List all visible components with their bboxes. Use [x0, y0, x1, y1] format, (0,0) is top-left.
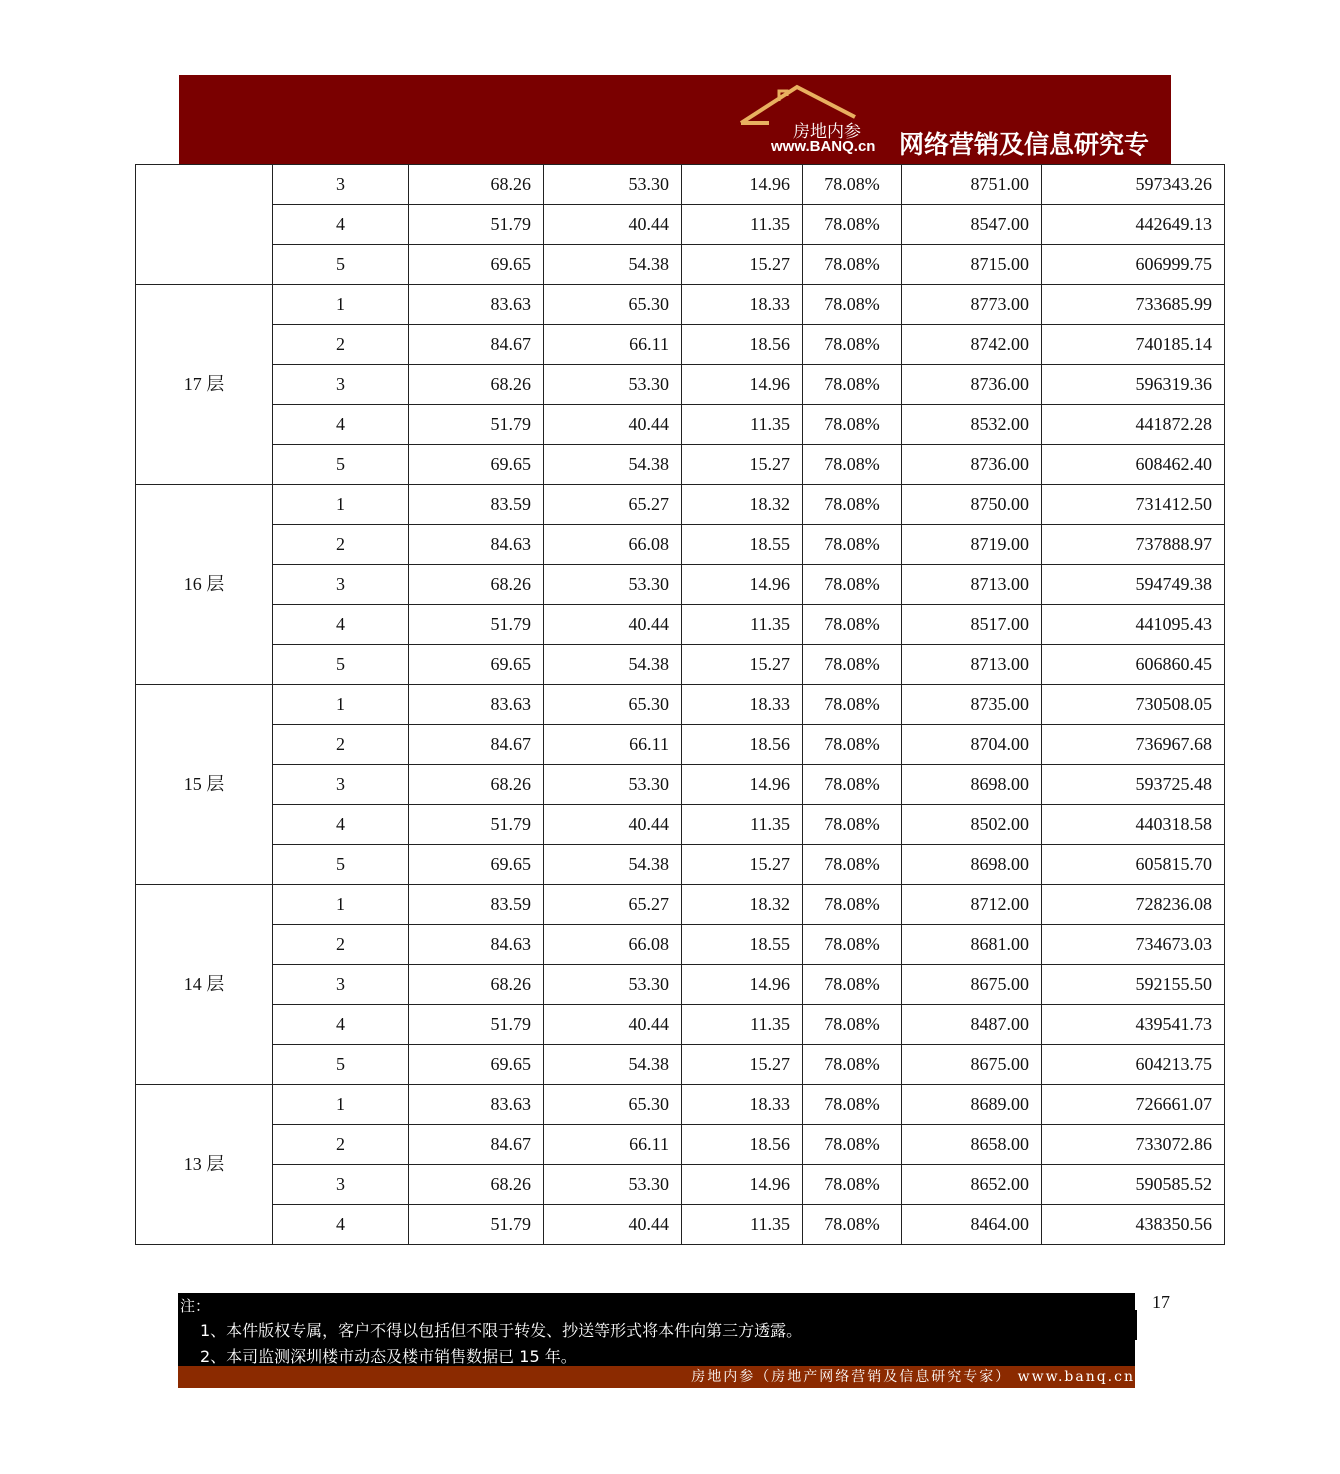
table-row [136, 1085, 1225, 1125]
table-cell: 2 [273, 525, 409, 565]
table-cell: 1 [273, 285, 409, 325]
table-cell: 730508.05 [1042, 685, 1225, 725]
table-cell: 1 [273, 485, 409, 525]
table-cell: 11.35 [682, 205, 803, 245]
table-cell: 69.65 [409, 245, 544, 285]
table-cell: 8698.00 [902, 765, 1042, 805]
table-cell: 18.56 [682, 1125, 803, 1165]
table-cell: 18.56 [682, 725, 803, 765]
table-cell: 1 [273, 885, 409, 925]
table-cell: 14.96 [682, 165, 803, 205]
price-table-body [136, 165, 1225, 1245]
table-cell: 78.08% [803, 565, 902, 605]
table-cell: 14.96 [682, 565, 803, 605]
table-cell: 2 [273, 1125, 409, 1165]
table-cell: 54.38 [544, 245, 682, 285]
table-cell: 65.27 [544, 885, 682, 925]
table-cell: 40.44 [544, 205, 682, 245]
table-row [136, 445, 1225, 485]
table-row [136, 1125, 1225, 1165]
table-cell: 8547.00 [902, 205, 1042, 245]
table-cell: 2 [273, 925, 409, 965]
table-cell: 68.26 [409, 765, 544, 805]
table-cell: 14.96 [682, 765, 803, 805]
table-row [136, 605, 1225, 645]
table-cell: 733072.86 [1042, 1125, 1225, 1165]
table-cell: 740185.14 [1042, 325, 1225, 365]
table-cell: 78.08% [803, 445, 902, 485]
table-cell: 4 [273, 405, 409, 445]
table-cell: 11.35 [682, 805, 803, 845]
table-cell: 68.26 [409, 1165, 544, 1205]
table-cell: 78.08% [803, 885, 902, 925]
table-cell: 3 [273, 765, 409, 805]
floor-cell [136, 165, 273, 285]
table-row [136, 485, 1225, 525]
table-cell: 5 [273, 1045, 409, 1085]
table-cell: 83.59 [409, 485, 544, 525]
table-cell: 78.08% [803, 245, 902, 285]
table-cell: 8713.00 [902, 645, 1042, 685]
table-cell: 68.26 [409, 165, 544, 205]
table-cell: 4 [273, 1005, 409, 1045]
table-cell: 40.44 [544, 405, 682, 445]
price-table [135, 164, 1225, 1245]
table-cell: 18.56 [682, 325, 803, 365]
table-cell: 15.27 [682, 445, 803, 485]
table-cell: 8689.00 [902, 1085, 1042, 1125]
table-cell: 733685.99 [1042, 285, 1225, 325]
table-cell: 40.44 [544, 805, 682, 845]
table-cell: 438350.56 [1042, 1205, 1225, 1245]
table-cell: 726661.07 [1042, 1085, 1225, 1125]
table-cell: 441095.43 [1042, 605, 1225, 645]
table-cell: 3 [273, 365, 409, 405]
table-cell: 597343.26 [1042, 165, 1225, 205]
table-cell: 18.32 [682, 485, 803, 525]
table-cell: 83.59 [409, 885, 544, 925]
table-cell: 18.55 [682, 925, 803, 965]
table-cell: 5 [273, 445, 409, 485]
table-cell: 66.11 [544, 1125, 682, 1165]
table-cell: 84.67 [409, 325, 544, 365]
table-cell: 439541.73 [1042, 1005, 1225, 1045]
table-cell: 4 [273, 805, 409, 845]
table-cell: 84.67 [409, 725, 544, 765]
logo-slogan: 网络营销及信息研究专家 [899, 130, 1150, 195]
table-cell: 78.08% [803, 1005, 902, 1045]
table-cell: 51.79 [409, 405, 544, 445]
table-cell: 14.96 [682, 365, 803, 405]
table-cell: 40.44 [544, 1005, 682, 1045]
table-cell: 8773.00 [902, 285, 1042, 325]
table-cell: 53.30 [544, 1165, 682, 1205]
table-cell: 18.33 [682, 1085, 803, 1125]
table-cell: 78.08% [803, 1125, 902, 1165]
table-cell: 78.08% [803, 285, 902, 325]
floor-cell: 14 层 [136, 885, 273, 1085]
floor-cell: 16 层 [136, 485, 273, 685]
table-cell: 78.08% [803, 1085, 902, 1125]
table-cell: 78.08% [803, 685, 902, 725]
table-cell: 8742.00 [902, 325, 1042, 365]
table-cell: 11.35 [682, 405, 803, 445]
table-cell: 8719.00 [902, 525, 1042, 565]
table-cell: 15.27 [682, 245, 803, 285]
table-cell: 68.26 [409, 965, 544, 1005]
table-cell: 15.27 [682, 1045, 803, 1085]
table-cell: 78.08% [803, 925, 902, 965]
table-row [136, 325, 1225, 365]
table-row [136, 685, 1225, 725]
table-cell: 441872.28 [1042, 405, 1225, 445]
table-cell: 18.55 [682, 525, 803, 565]
table-row [136, 405, 1225, 445]
table-cell: 78.08% [803, 325, 902, 365]
table-cell: 83.63 [409, 285, 544, 325]
table-cell: 78.08% [803, 205, 902, 245]
table-cell: 53.30 [544, 765, 682, 805]
table-cell: 14.96 [682, 965, 803, 1005]
table-cell: 8751.00 [902, 165, 1042, 205]
table-cell: 592155.50 [1042, 965, 1225, 1005]
table-cell: 78.08% [803, 405, 902, 445]
floor-cell: 13 层 [136, 1085, 273, 1245]
table-cell: 8487.00 [902, 1005, 1042, 1045]
table-cell: 8502.00 [902, 805, 1042, 845]
table-cell: 11.35 [682, 605, 803, 645]
table-cell: 83.63 [409, 685, 544, 725]
table-cell: 8681.00 [902, 925, 1042, 965]
table-row [136, 1205, 1225, 1245]
table-cell: 3 [273, 565, 409, 605]
table-cell: 11.35 [682, 1205, 803, 1245]
table-cell: 5 [273, 645, 409, 685]
table-cell: 15.27 [682, 845, 803, 885]
notes-heading: 注： [180, 1297, 211, 1315]
table-cell: 78.08% [803, 1205, 902, 1245]
table-row [136, 1045, 1225, 1085]
table-row [136, 965, 1225, 1005]
table-cell: 14.96 [682, 1165, 803, 1205]
table-cell: 78.08% [803, 845, 902, 885]
table-cell: 731412.50 [1042, 485, 1225, 525]
table-cell: 608462.40 [1042, 445, 1225, 485]
logo-name: 房地内参 [793, 122, 861, 142]
table-cell: 84.63 [409, 525, 544, 565]
table-cell: 66.08 [544, 525, 682, 565]
table-cell: 8704.00 [902, 725, 1042, 765]
table-cell: 594749.38 [1042, 565, 1225, 605]
table-row [136, 285, 1225, 325]
table-cell: 4 [273, 605, 409, 645]
table-cell: 83.63 [409, 1085, 544, 1125]
table-cell: 54.38 [544, 645, 682, 685]
table-cell: 8652.00 [902, 1165, 1042, 1205]
table-row [136, 365, 1225, 405]
table-cell: 737888.97 [1042, 525, 1225, 565]
table-cell: 8736.00 [902, 445, 1042, 485]
table-cell: 78.08% [803, 725, 902, 765]
table-row [136, 885, 1225, 925]
table-cell: 78.08% [803, 765, 902, 805]
table-cell: 78.08% [803, 1045, 902, 1085]
logo-url: www.BANQ.cn [771, 138, 876, 155]
table-cell: 53.30 [544, 165, 682, 205]
table-cell: 78.08% [803, 485, 902, 525]
table-cell: 78.08% [803, 805, 902, 845]
table-cell: 8735.00 [902, 685, 1042, 725]
notes-line-1: 1、本件版权专属，客户不得以包括但不限于转发、抄送等形式将本件向第三方透露。 [200, 1321, 803, 1340]
table-cell: 65.27 [544, 485, 682, 525]
table-cell: 1 [273, 685, 409, 725]
table-cell: 596319.36 [1042, 365, 1225, 405]
margin-mark [1135, 1310, 1137, 1340]
table-cell: 5 [273, 845, 409, 885]
notes-box [178, 1293, 1135, 1366]
table-cell: 18.33 [682, 685, 803, 725]
table-cell: 18.32 [682, 885, 803, 925]
table-cell: 4 [273, 205, 409, 245]
table-cell: 54.38 [544, 1045, 682, 1085]
table-cell: 736967.68 [1042, 725, 1225, 765]
table-cell: 8736.00 [902, 365, 1042, 405]
table-cell: 5 [273, 245, 409, 285]
table-cell: 69.65 [409, 845, 544, 885]
table-cell: 78.08% [803, 1165, 902, 1205]
table-cell: 606999.75 [1042, 245, 1225, 285]
table-cell: 84.63 [409, 925, 544, 965]
table-cell: 84.67 [409, 1125, 544, 1165]
table-cell: 65.30 [544, 285, 682, 325]
table-cell: 68.26 [409, 565, 544, 605]
table-cell: 8712.00 [902, 885, 1042, 925]
table-cell: 78.08% [803, 965, 902, 1005]
table-row [136, 525, 1225, 565]
table-cell: 78.08% [803, 525, 902, 565]
table-cell: 8750.00 [902, 485, 1042, 525]
floor-cell: 15 层 [136, 685, 273, 885]
table-row [136, 565, 1225, 605]
table-cell: 68.26 [409, 365, 544, 405]
table-cell: 53.30 [544, 365, 682, 405]
table-row [136, 205, 1225, 245]
footer-bar: 房地内参（房地产网络营销及信息研究专家） www.banq.cn [178, 1366, 1135, 1388]
table-cell: 53.30 [544, 965, 682, 1005]
table-cell: 8517.00 [902, 605, 1042, 645]
table-cell: 8658.00 [902, 1125, 1042, 1165]
notes-line-2: 2、本司监测深圳楼市动态及楼市销售数据已 15 年。 [200, 1347, 577, 1366]
table-cell: 69.65 [409, 1045, 544, 1085]
table-cell: 78.08% [803, 365, 902, 405]
table-cell: 51.79 [409, 805, 544, 845]
table-row [136, 765, 1225, 805]
table-cell: 54.38 [544, 445, 682, 485]
table-cell: 8532.00 [902, 405, 1042, 445]
table-cell: 65.30 [544, 1085, 682, 1125]
table-cell: 1 [273, 1085, 409, 1125]
table-cell: 78.08% [803, 605, 902, 645]
table-cell: 65.30 [544, 685, 682, 725]
table-cell: 78.08% [803, 645, 902, 685]
table-cell: 2 [273, 325, 409, 365]
table-cell: 605815.70 [1042, 845, 1225, 885]
table-cell: 51.79 [409, 1005, 544, 1045]
table-cell: 54.38 [544, 845, 682, 885]
table-cell: 66.08 [544, 925, 682, 965]
table-cell: 734673.03 [1042, 925, 1225, 965]
table-cell: 3 [273, 965, 409, 1005]
table-row [136, 1165, 1225, 1205]
table-row [136, 805, 1225, 845]
table-cell: 69.65 [409, 645, 544, 685]
table-row [136, 925, 1225, 965]
table-row [136, 1005, 1225, 1045]
table-cell: 728236.08 [1042, 885, 1225, 925]
table-row [136, 165, 1225, 205]
table-cell: 51.79 [409, 1205, 544, 1245]
table-cell: 3 [273, 1165, 409, 1205]
table-cell: 40.44 [544, 1205, 682, 1245]
table-cell: 69.65 [409, 445, 544, 485]
table-cell: 8713.00 [902, 565, 1042, 605]
table-row [136, 845, 1225, 885]
table-cell: 18.33 [682, 285, 803, 325]
table-cell: 606860.45 [1042, 645, 1225, 685]
table-cell: 440318.58 [1042, 805, 1225, 845]
page-number: 17 [1152, 1292, 1170, 1312]
table-cell: 8698.00 [902, 845, 1042, 885]
table-cell: 593725.48 [1042, 765, 1225, 805]
table-cell: 66.11 [544, 325, 682, 365]
table-row [136, 245, 1225, 285]
floor-cell: 17 层 [136, 285, 273, 485]
table-cell: 51.79 [409, 205, 544, 245]
table-cell: 4 [273, 1205, 409, 1245]
table-cell: 442649.13 [1042, 205, 1225, 245]
table-cell: 8715.00 [902, 245, 1042, 285]
table-cell: 3 [273, 165, 409, 205]
table-cell: 15.27 [682, 645, 803, 685]
table-cell: 66.11 [544, 725, 682, 765]
table-cell: 8675.00 [902, 1045, 1042, 1085]
table-cell: 2 [273, 725, 409, 765]
table-row [136, 645, 1225, 685]
table-cell: 40.44 [544, 605, 682, 645]
table-row [136, 725, 1225, 765]
table-cell: 11.35 [682, 1005, 803, 1045]
table-cell: 51.79 [409, 605, 544, 645]
table-cell: 8675.00 [902, 965, 1042, 1005]
table-cell: 53.30 [544, 565, 682, 605]
table-cell: 604213.75 [1042, 1045, 1225, 1085]
table-cell: 78.08% [803, 165, 902, 205]
table-cell: 590585.52 [1042, 1165, 1225, 1205]
table-cell: 8464.00 [902, 1205, 1042, 1245]
